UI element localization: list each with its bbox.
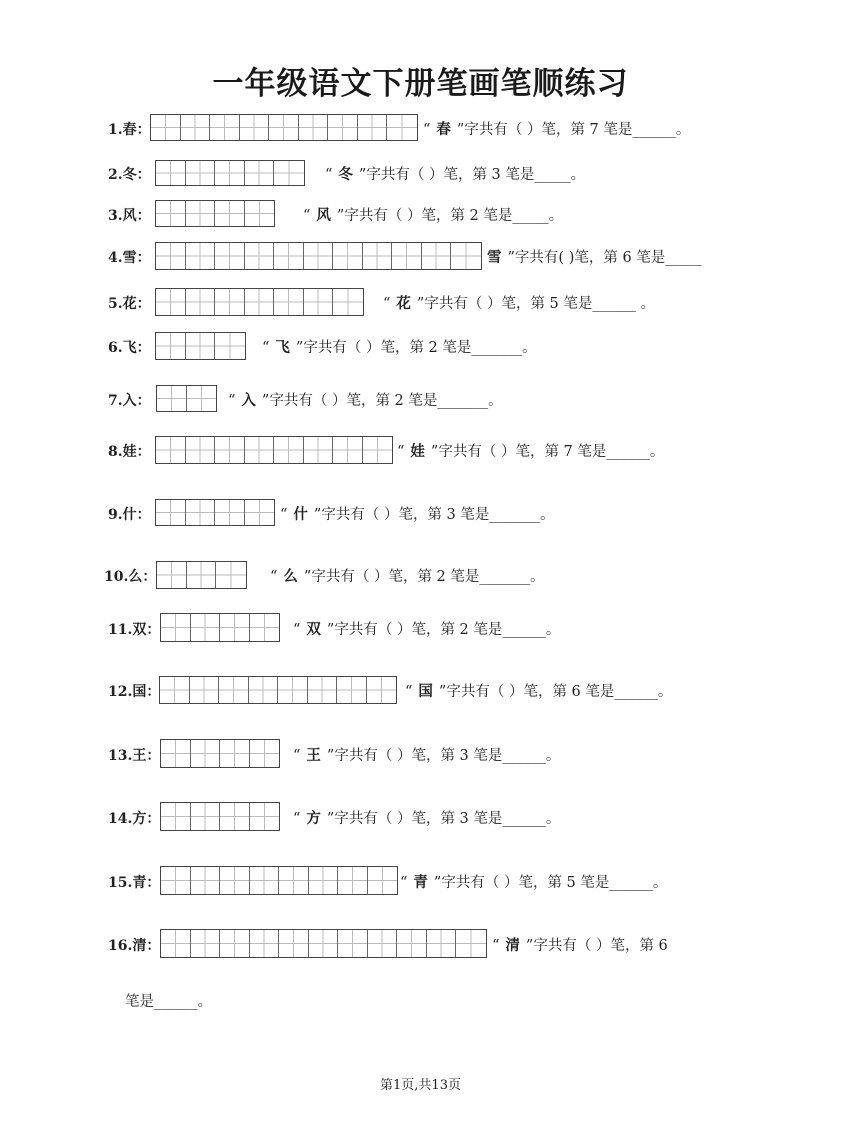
stroke-writing-cell[interactable] [191, 803, 221, 830]
tianzige-writing-grid[interactable] [160, 866, 398, 895]
open-quote: “ [492, 937, 500, 954]
exercise-character: 雪 [122, 250, 137, 266]
stroke-writing-cell[interactable] [368, 930, 398, 957]
question-text: 字共有（ ）笔，第 7 笔是______。 [438, 444, 665, 460]
tianzige-writing-grid[interactable] [155, 242, 482, 270]
stroke-writing-cell[interactable] [367, 677, 397, 703]
stroke-writing-cell[interactable] [161, 614, 191, 641]
quoted-character: 花 [396, 295, 411, 312]
label-colon: ： [136, 167, 151, 183]
tianzige-writing-grid[interactable] [160, 929, 487, 958]
tianzige-writing-grid[interactable] [155, 499, 275, 526]
open-quote: “ [262, 340, 270, 356]
quoted-character: 什 [293, 505, 308, 523]
label-colon: ： [136, 121, 151, 138]
exercise-question [303, 204, 563, 225]
exercise-character: 娃 [122, 444, 137, 460]
quoted-character: 飞 [275, 339, 290, 356]
exercise-2 [0, 160, 841, 190]
stroke-writing-cell[interactable] [304, 243, 334, 269]
stroke-writing-cell[interactable] [358, 115, 388, 140]
exercise-label [108, 337, 151, 357]
stroke-writing-cell[interactable] [337, 677, 367, 703]
exercise-character: 花 [122, 296, 137, 312]
exercise-question [325, 163, 585, 184]
stroke-writing-cell[interactable] [363, 437, 393, 463]
close-quote: ” [261, 392, 270, 409]
stroke-writing-cell[interactable] [338, 930, 368, 957]
exercise-label [108, 164, 151, 184]
open-quote: “ [228, 392, 236, 409]
stroke-writing-cell[interactable] [186, 333, 216, 359]
label-colon: ： [136, 340, 151, 356]
exercise-number: 13. [108, 747, 133, 764]
stroke-writing-cell[interactable] [309, 867, 339, 894]
exercise-16-continuation: 笔是______。 [125, 994, 212, 1010]
exercise-question [405, 680, 672, 701]
stroke-writing-cell[interactable] [215, 289, 245, 315]
stroke-writing-cell[interactable] [161, 803, 191, 830]
quoted-character: 清 [505, 936, 520, 954]
close-quote: ” [433, 874, 442, 891]
exercise-character: 什 [122, 506, 137, 523]
exercise-label [108, 745, 160, 765]
exercise-1 [0, 114, 841, 144]
stroke-writing-cell[interactable] [156, 437, 186, 463]
stroke-writing-cell[interactable] [215, 437, 245, 463]
open-quote: “ [293, 747, 301, 764]
exercise-character: 王 [132, 747, 147, 764]
open-quote: “ [293, 621, 301, 638]
quoted-character: 双 [306, 620, 321, 638]
exercise-label [108, 872, 160, 892]
exercise-question [383, 292, 655, 313]
stroke-writing-cell[interactable] [422, 243, 452, 269]
label-colon: ： [146, 810, 161, 827]
stroke-writing-cell[interactable] [220, 614, 250, 641]
quoted-character: 方 [306, 809, 321, 827]
close-quote: ” [430, 444, 439, 460]
exercise-number: 5. [108, 296, 123, 312]
tianzige-writing-grid[interactable] [155, 288, 364, 316]
stroke-writing-cell[interactable] [181, 115, 211, 140]
question-text: 字共有（ ）笔，第 2 笔是_____。 [344, 207, 564, 224]
close-quote: ” [525, 937, 534, 954]
stroke-writing-cell[interactable] [308, 677, 338, 703]
stroke-writing-cell[interactable] [245, 201, 275, 226]
stroke-writing-cell[interactable] [240, 115, 270, 140]
stroke-writing-cell[interactable] [392, 243, 422, 269]
stroke-writing-cell[interactable] [279, 930, 309, 957]
stroke-writing-cell[interactable] [451, 243, 481, 269]
exercise-number: 11. [108, 621, 133, 638]
stroke-writing-cell[interactable] [191, 614, 221, 641]
stroke-writing-cell[interactable] [274, 289, 304, 315]
exercise-label [108, 504, 151, 524]
page-footer: 第1页,共13页 [380, 1078, 461, 1093]
question-text: 字共有（ ）笔，第 2 笔是_______。 [303, 340, 537, 356]
exercise-number: 6. [108, 340, 123, 356]
close-quote: ” [326, 621, 335, 638]
label-colon: ： [136, 392, 151, 409]
exercise-character: 风 [122, 207, 137, 224]
close-quote: ” [438, 684, 447, 700]
stroke-writing-cell[interactable] [278, 677, 308, 703]
stroke-writing-cell[interactable] [245, 437, 275, 463]
stroke-writing-cell[interactable] [397, 930, 427, 957]
exercise-label [108, 935, 160, 955]
exercise-label [108, 119, 151, 139]
question-text: 字共有（ ）笔，第 2 笔是_______。 [269, 392, 503, 409]
stroke-writing-cell[interactable] [216, 562, 246, 588]
close-quote: ” [507, 250, 515, 266]
exercise-label [108, 619, 160, 639]
stroke-writing-cell[interactable] [186, 437, 216, 463]
quoted-character: 么 [283, 568, 298, 585]
open-quote: “ [405, 684, 413, 700]
exercise-4 [0, 242, 841, 272]
exercise-question [481, 246, 702, 267]
tianzige-writing-grid[interactable] [156, 561, 247, 589]
question-text: 字共有（ ）笔，第 2 笔是_______。 [311, 569, 545, 585]
exercise-number: 15. [108, 874, 133, 891]
quoted-character: 入 [241, 391, 256, 409]
page-title: 一年级语文下册笔画笔顺练习 [212, 66, 629, 102]
stroke-writing-cell[interactable] [220, 930, 250, 957]
stroke-writing-cell[interactable] [220, 740, 250, 767]
exercise-question [400, 871, 667, 892]
quoted-character: 王 [306, 746, 321, 764]
exercise-number: 16. [108, 937, 133, 954]
label-colon: ： [146, 684, 161, 700]
quoted-character: 国 [418, 683, 433, 700]
exercise-label [108, 808, 160, 828]
label-colon: ： [146, 874, 161, 891]
close-quote: ” [456, 121, 465, 138]
quoted-character: 春 [436, 120, 451, 138]
close-quote: ” [303, 569, 312, 585]
stroke-writing-cell[interactable] [250, 930, 280, 957]
exercise-character: 冬 [122, 167, 137, 183]
stroke-writing-cell[interactable] [186, 161, 216, 185]
tianzige-writing-grid[interactable] [160, 739, 280, 768]
exercise-number: 10. [104, 569, 129, 585]
question-text: 字共有（ ）笔，第 3 笔是_____。 [366, 167, 586, 183]
stroke-writing-cell[interactable] [274, 161, 304, 185]
exercise-number: 1. [108, 121, 123, 138]
exercise-character: 青 [132, 874, 147, 891]
stroke-writing-cell[interactable] [279, 867, 309, 894]
tianzige-writing-grid[interactable] [160, 613, 280, 642]
label-colon: ： [146, 621, 161, 638]
stroke-writing-cell[interactable] [245, 161, 275, 185]
exercise-16 [0, 929, 841, 959]
quoted-character: 冬 [338, 166, 353, 183]
stroke-writing-cell[interactable] [161, 740, 191, 767]
exercise-label [108, 247, 151, 267]
question-text: 字共有（ ）笔，第 7 笔是______。 [464, 121, 691, 138]
stroke-writing-cell[interactable] [274, 437, 304, 463]
stroke-writing-cell[interactable] [427, 930, 457, 957]
label-colon: ： [146, 747, 161, 764]
stroke-writing-cell[interactable] [191, 930, 221, 957]
stroke-writing-cell[interactable] [309, 930, 339, 957]
exercise-11 [0, 613, 841, 643]
exercise-question [280, 503, 555, 524]
label-colon: ： [136, 444, 151, 460]
stroke-writing-cell[interactable] [456, 930, 486, 957]
stroke-writing-cell[interactable] [215, 201, 245, 226]
question-text: 字共有（ ）笔，第 5 笔是______ 。 [424, 296, 656, 312]
exercise-number: 2. [108, 167, 123, 183]
exercise-label [108, 390, 151, 410]
exercise-10 [0, 561, 841, 591]
stroke-writing-cell[interactable] [156, 333, 186, 359]
stroke-writing-cell[interactable] [161, 930, 191, 957]
open-quote: “ [397, 444, 405, 460]
exercise-question [293, 618, 560, 639]
exercise-7 [0, 385, 841, 415]
stroke-writing-cell[interactable] [215, 243, 245, 269]
exercise-question [397, 440, 664, 461]
stroke-writing-cell[interactable] [245, 289, 275, 315]
label-colon: ： [136, 250, 151, 266]
close-quote: ” [295, 340, 304, 356]
stroke-writing-cell[interactable] [186, 201, 216, 226]
label-colon: ： [136, 207, 151, 224]
stroke-writing-cell[interactable] [161, 867, 191, 894]
exercise-label [108, 441, 151, 461]
exercise-character: 飞 [122, 340, 137, 356]
exercise-question [228, 389, 503, 410]
exercise-label [108, 293, 151, 313]
stroke-writing-cell[interactable] [299, 115, 329, 140]
exercise-6 [0, 332, 841, 362]
exercise-label [108, 205, 151, 225]
stroke-writing-cell[interactable] [191, 867, 221, 894]
close-quote: ” [326, 810, 335, 827]
stroke-writing-cell[interactable] [338, 867, 368, 894]
open-quote: “ [423, 121, 431, 138]
exercise-character: 方 [132, 810, 147, 827]
label-colon: ： [146, 937, 161, 954]
exercise-question [293, 807, 560, 828]
stroke-writing-cell[interactable] [250, 740, 280, 767]
exercise-number: 12. [108, 684, 133, 700]
stroke-writing-cell[interactable] [250, 614, 280, 641]
exercise-15 [0, 866, 841, 896]
stroke-writing-cell[interactable] [156, 289, 186, 315]
close-quote: ” [326, 747, 335, 764]
exercise-5 [0, 288, 841, 318]
question-text: 字共有（ ）笔，第 5 笔是______。 [441, 874, 668, 891]
stroke-writing-cell[interactable] [333, 243, 363, 269]
exercise-character: 入 [122, 392, 137, 409]
quoted-character: 风 [316, 206, 331, 224]
stroke-writing-cell[interactable] [274, 243, 304, 269]
stroke-writing-cell[interactable] [333, 437, 363, 463]
stroke-writing-cell[interactable] [191, 740, 221, 767]
question-text: 字共有（ ）笔，第 3 笔是______。 [334, 747, 561, 764]
exercise-character: 清 [132, 937, 147, 954]
open-quote: “ [303, 207, 311, 224]
label-colon: ： [136, 296, 151, 312]
quoted-character: 青 [413, 873, 428, 891]
stroke-writing-cell[interactable] [210, 115, 240, 140]
stroke-writing-cell[interactable] [186, 289, 216, 315]
stroke-writing-cell[interactable] [363, 243, 393, 269]
question-text: 字共有（ ）笔，第 3 笔是_______。 [321, 506, 555, 523]
stroke-writing-cell[interactable] [160, 677, 190, 703]
tianzige-writing-grid[interactable] [155, 436, 393, 464]
stroke-writing-cell[interactable] [304, 289, 334, 315]
tianzige-writing-grid[interactable] [156, 385, 217, 412]
stroke-writing-cell[interactable] [245, 500, 275, 525]
stroke-writing-cell[interactable] [187, 386, 217, 411]
stroke-writing-cell[interactable] [245, 243, 275, 269]
exercise-label [108, 681, 160, 701]
stroke-writing-cell[interactable] [304, 437, 334, 463]
open-quote: “ [270, 569, 278, 585]
open-quote: “ [280, 506, 288, 523]
stroke-writing-cell[interactable] [156, 243, 186, 269]
stroke-writing-cell[interactable] [220, 867, 250, 894]
stroke-writing-cell[interactable] [387, 115, 417, 140]
exercise-13 [0, 739, 841, 769]
label-colon: ： [142, 569, 157, 585]
stroke-writing-cell[interactable] [328, 115, 358, 140]
close-quote: ” [313, 506, 322, 523]
exercise-8 [0, 436, 841, 466]
exercise-number: 4. [108, 250, 123, 266]
stroke-writing-cell[interactable] [157, 386, 187, 411]
stroke-writing-cell[interactable] [333, 289, 363, 315]
stroke-writing-cell[interactable] [220, 803, 250, 830]
exercise-9 [0, 499, 841, 529]
stroke-writing-cell[interactable] [186, 500, 216, 525]
stroke-writing-cell[interactable] [187, 562, 217, 588]
exercise-question [262, 336, 537, 357]
tianzige-writing-grid[interactable] [155, 160, 305, 186]
exercise-character: 么 [128, 569, 143, 585]
exercise-12 [0, 676, 841, 706]
tianzige-writing-grid[interactable] [155, 332, 246, 360]
exercise-number: 7. [108, 392, 123, 409]
exercise-number: 9. [108, 506, 123, 523]
open-quote: “ [293, 810, 301, 827]
exercise-number: 14. [108, 810, 133, 827]
open-quote: “ [383, 296, 391, 312]
close-quote: ” [416, 296, 425, 312]
tianzige-writing-grid[interactable] [160, 802, 280, 831]
exercise-character: 双 [132, 621, 147, 638]
tianzige-writing-grid[interactable] [155, 200, 275, 227]
quoted-character: 雪 [487, 249, 502, 266]
open-quote: “ [400, 874, 408, 891]
exercise-label [104, 566, 156, 586]
stroke-writing-cell[interactable] [157, 562, 187, 588]
stroke-writing-cell[interactable] [368, 867, 398, 894]
exercise-question [270, 565, 545, 586]
exercise-number: 3. [108, 207, 123, 224]
exercise-14 [0, 802, 841, 832]
close-quote: ” [336, 207, 345, 224]
quoted-character: 娃 [410, 443, 425, 460]
stroke-writing-cell[interactable] [215, 333, 245, 359]
exercise-question [293, 744, 560, 765]
exercise-question [492, 934, 668, 955]
question-text: 字共有（ ）笔，第 2 笔是______。 [334, 621, 561, 638]
stroke-writing-cell[interactable] [250, 803, 280, 830]
stroke-writing-cell[interactable] [156, 201, 186, 226]
close-quote: ” [358, 167, 367, 183]
tianzige-writing-grid[interactable] [159, 676, 397, 704]
exercise-number: 8. [108, 444, 123, 460]
stroke-writing-cell[interactable] [215, 161, 245, 185]
stroke-writing-cell[interactable] [151, 115, 181, 140]
stroke-writing-cell[interactable] [186, 243, 216, 269]
stroke-writing-cell[interactable] [250, 867, 280, 894]
exercise-3 [0, 200, 841, 230]
exercise-character: 国 [132, 684, 147, 700]
exercise-character: 春 [122, 121, 137, 138]
exercise-question [423, 118, 690, 139]
question-text: 字共有（ ）笔，第 6 [533, 937, 668, 954]
stroke-writing-cell[interactable] [215, 500, 245, 525]
label-colon: ： [136, 506, 151, 523]
question-text: 字共有（ ）笔，第 3 笔是______。 [334, 810, 561, 827]
stroke-writing-cell[interactable] [156, 500, 186, 525]
question-text: 字共有（ ）笔，第 6 笔是______。 [446, 684, 673, 700]
question-text: 字共有( )笔，第 6 笔是_____ [514, 250, 702, 266]
stroke-writing-cell[interactable] [156, 161, 186, 185]
open-quote: “ [325, 167, 333, 183]
stroke-writing-cell[interactable] [219, 677, 249, 703]
stroke-writing-cell[interactable] [269, 115, 299, 140]
stroke-writing-cell[interactable] [190, 677, 220, 703]
tianzige-writing-grid[interactable] [150, 114, 418, 141]
stroke-writing-cell[interactable] [249, 677, 279, 703]
